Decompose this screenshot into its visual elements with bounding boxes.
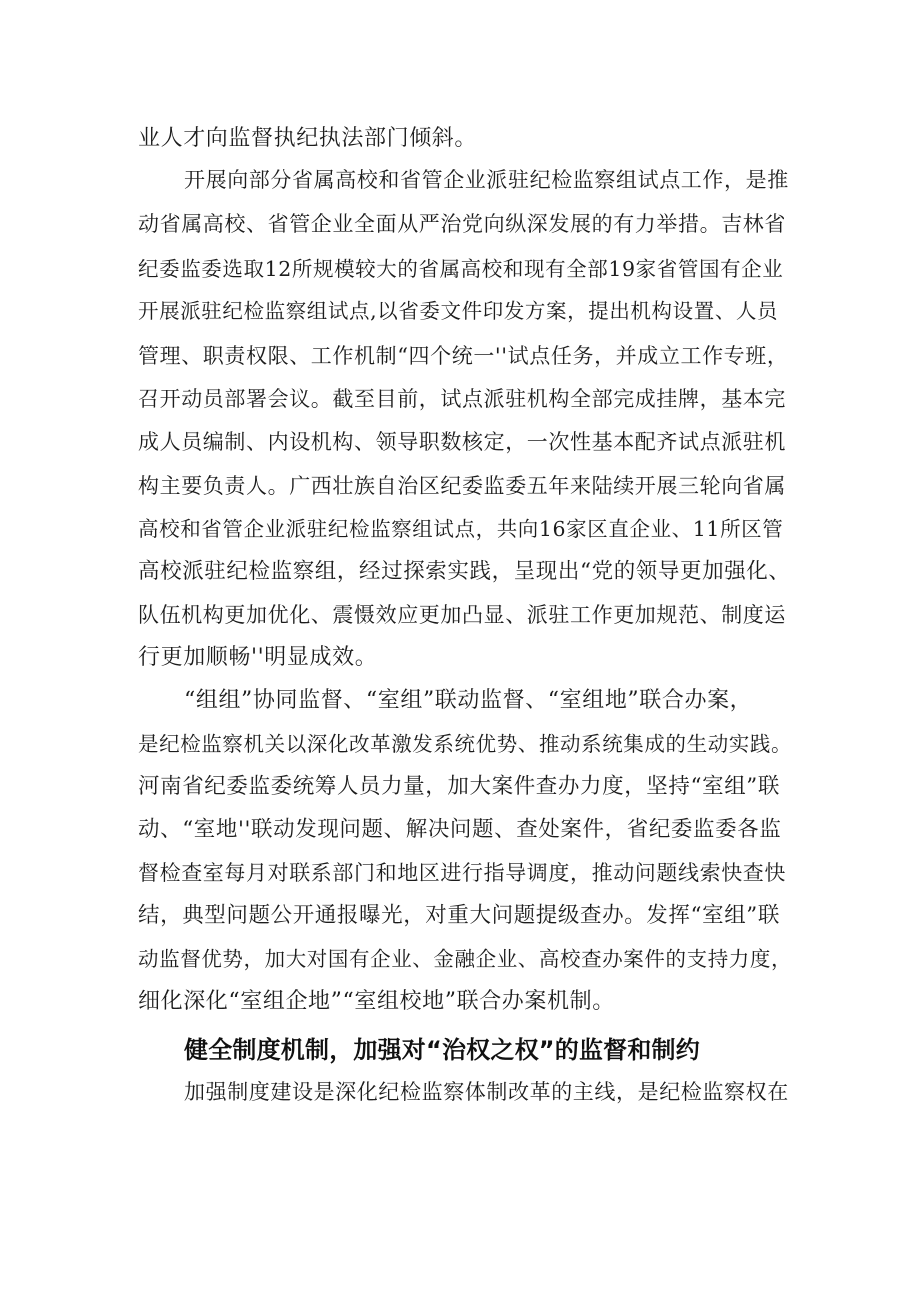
paragraph-start-line: “组组”协同监督、“室组”联动监督、“室组地”联合办案， xyxy=(184,688,753,713)
text-line: 动、“室地''联动发现问题、解决问题、查处案件，省纪委监委各监 xyxy=(138,817,782,842)
text-line: 动省属高校、省管企业全面从严治党向纵深发展的有力举措。吉林省 xyxy=(138,212,786,236)
text-line: 纪委监委选取12所规模较大的省属高校和现有全部19家省管国有企业 xyxy=(138,257,784,281)
text-line: 结，典型问题公开通报曝光，对重大问题提级查办。发挥“室组”联 xyxy=(138,903,780,928)
text-line: 开展派驻纪检监察组试点,以省委文件印发方案，提出机构设置、人员 xyxy=(138,299,779,323)
text-line: 成人员编制、内设机构、领导职数核定，一次性基本配齐试点派驻机 xyxy=(138,430,786,454)
text-line: 河南省纪委监委统筹人员力量，加大案件查办力度，坚持“室组”联 xyxy=(138,774,780,799)
text-line: 动监督优势，加大对国有企业、金融企业、高校查办案件的支持力度， xyxy=(138,947,793,971)
text-line: 构主要负责人。广西壮族自治区纪委监委五年来陆续开展三轮向省属 xyxy=(138,474,786,498)
text-line: 管理、职责权限、工作机制“四个统一''试点任务，并成立工作专班， xyxy=(138,344,789,368)
text-line: 行更加顺畅''明显成效。 xyxy=(138,645,378,670)
paragraph-start-line: 开展向部分省属高校和省管企业派驻纪检监察组试点工作，是推 xyxy=(184,168,789,192)
text-line: 督检查室每月对联系部门和地区进行指导调度，推动问题线索快查快 xyxy=(138,861,786,885)
text-line: 是纪检监察机关以深化改革激发系统优势、推动系统集成的生动实践。 xyxy=(138,732,793,756)
text-line: 业人才向监督执纪执法部门倾斜。 xyxy=(138,126,478,151)
text-line: 队伍机构更加优化、震慑效应更加凸显、派驻工作更加规范、制度运 xyxy=(138,603,786,627)
text-line: 高校和省管企业派驻纪检监察组试点，共向16家区直企业、11所区管 xyxy=(138,517,784,541)
text-line: 细化深化“室组企地”“室组校地”联合办案机制。 xyxy=(138,989,615,1014)
section-heading: 健全制度机制，加强对“治权之权”的监督和制约 xyxy=(184,1036,700,1064)
paragraph-start-line: 加强制度建设是深化纪检监察体制改革的主线，是纪检监察权在 xyxy=(184,1080,789,1104)
text-line: 高校派驻纪检监察组，经过探索实践，呈现出“党的领导更加强化、 xyxy=(138,559,791,584)
text-line: 召开动员部署会议。截至目前，试点派驻机构全部完成挂牌，基本完 xyxy=(138,387,786,411)
